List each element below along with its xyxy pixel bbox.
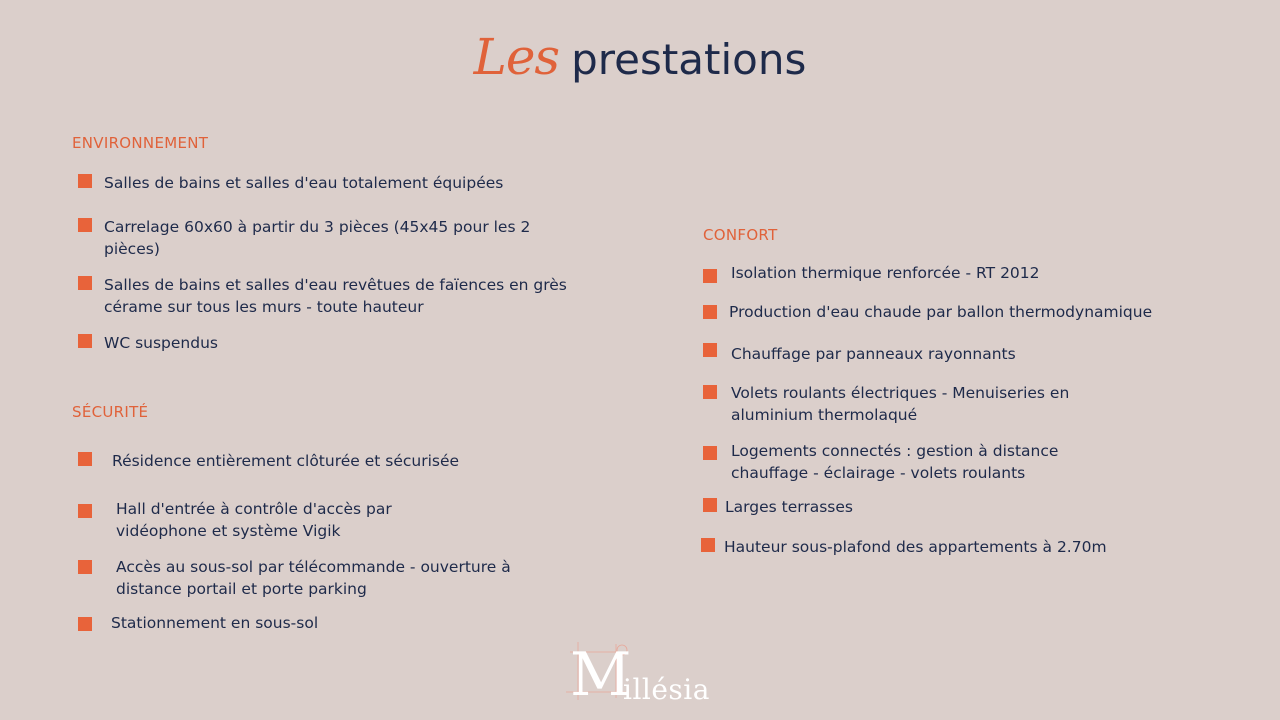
title-script: Les (473, 28, 560, 86)
logo-wordmark: illésia (623, 673, 710, 706)
list-item-text: Logements connectés : gestion à distance chauffage - éclairage - volets roulants (731, 442, 1059, 482)
section-heading-securite: SÉCURITÉ (72, 403, 149, 421)
bullet-square-icon (78, 276, 92, 290)
bullet-square-icon (78, 560, 92, 574)
millesia-logo (560, 640, 740, 710)
list-item (78, 332, 558, 354)
list-item (703, 440, 1083, 484)
list-item (78, 216, 548, 260)
bullet-square-icon (703, 305, 717, 319)
page-title (0, 28, 1280, 86)
list-item-text: WC suspendus (104, 334, 218, 352)
list-item-text: Chauffage par panneaux rayonnants (731, 345, 1016, 363)
list-item-text: Carrelage 60x60 à partir du 3 pièces (45x45 pour les 2 pièces) (104, 218, 531, 258)
bullet-square-icon (78, 334, 92, 348)
list-item-text: Hall d'entrée à contrôle d'accès par vidéophone et système Vigik (116, 500, 392, 540)
list-item (703, 382, 1083, 426)
bullet-square-icon (78, 174, 92, 188)
list-item (703, 262, 1203, 284)
bullet-square-icon (701, 538, 715, 552)
list-item-text: Résidence entièrement clôturée et sécurisée (112, 452, 460, 470)
list-item-text: Larges terrasses (725, 498, 853, 516)
list-item-text: Production d'eau chaude par ballon thermodynamique (729, 303, 1153, 321)
list-item (703, 301, 1223, 323)
list-item-text: Volets roulants électriques - Menuiseries en aluminium thermolaqué (731, 384, 1070, 424)
bullet-square-icon (78, 617, 92, 631)
section-heading-confort: CONFORT (703, 226, 778, 244)
list-item-text: Salles de bains et salles d'eau totalement équipées (104, 174, 504, 192)
bullet-square-icon (703, 385, 717, 399)
logo-monogram: M (570, 640, 632, 710)
list-item-text: Isolation thermique renforcée - RT 2012 (731, 264, 1040, 282)
bullet-square-icon (78, 218, 92, 232)
list-item (701, 536, 1181, 558)
bullet-square-icon (78, 504, 92, 518)
bullet-square-icon (78, 452, 92, 466)
list-item (703, 343, 1203, 365)
bullet-square-icon (703, 446, 717, 460)
list-item (78, 172, 558, 194)
list-item (78, 612, 558, 634)
list-item-text: Accès au sous-sol par télécommande - ouverture à distance portail et porte parking (116, 558, 511, 598)
bullet-square-icon (703, 269, 717, 283)
list-item-text: Salles de bains et salles d'eau revêtues de faïences en grès cérame sur tous les murs - toute hauteur (104, 276, 567, 316)
bullet-square-icon (703, 498, 717, 512)
title-main: prestations (571, 35, 807, 84)
list-item-text: Stationnement en sous-sol (111, 614, 319, 632)
list-item (78, 556, 548, 600)
list-item-text: Hauteur sous-plafond des appartements à 2.70m (724, 538, 1107, 556)
section-heading-environnement: ENVIRONNEMENT (72, 134, 209, 152)
list-item (78, 450, 558, 472)
bullet-square-icon (703, 343, 717, 357)
list-item (78, 274, 578, 318)
list-item (78, 498, 448, 542)
list-item (703, 496, 1103, 518)
